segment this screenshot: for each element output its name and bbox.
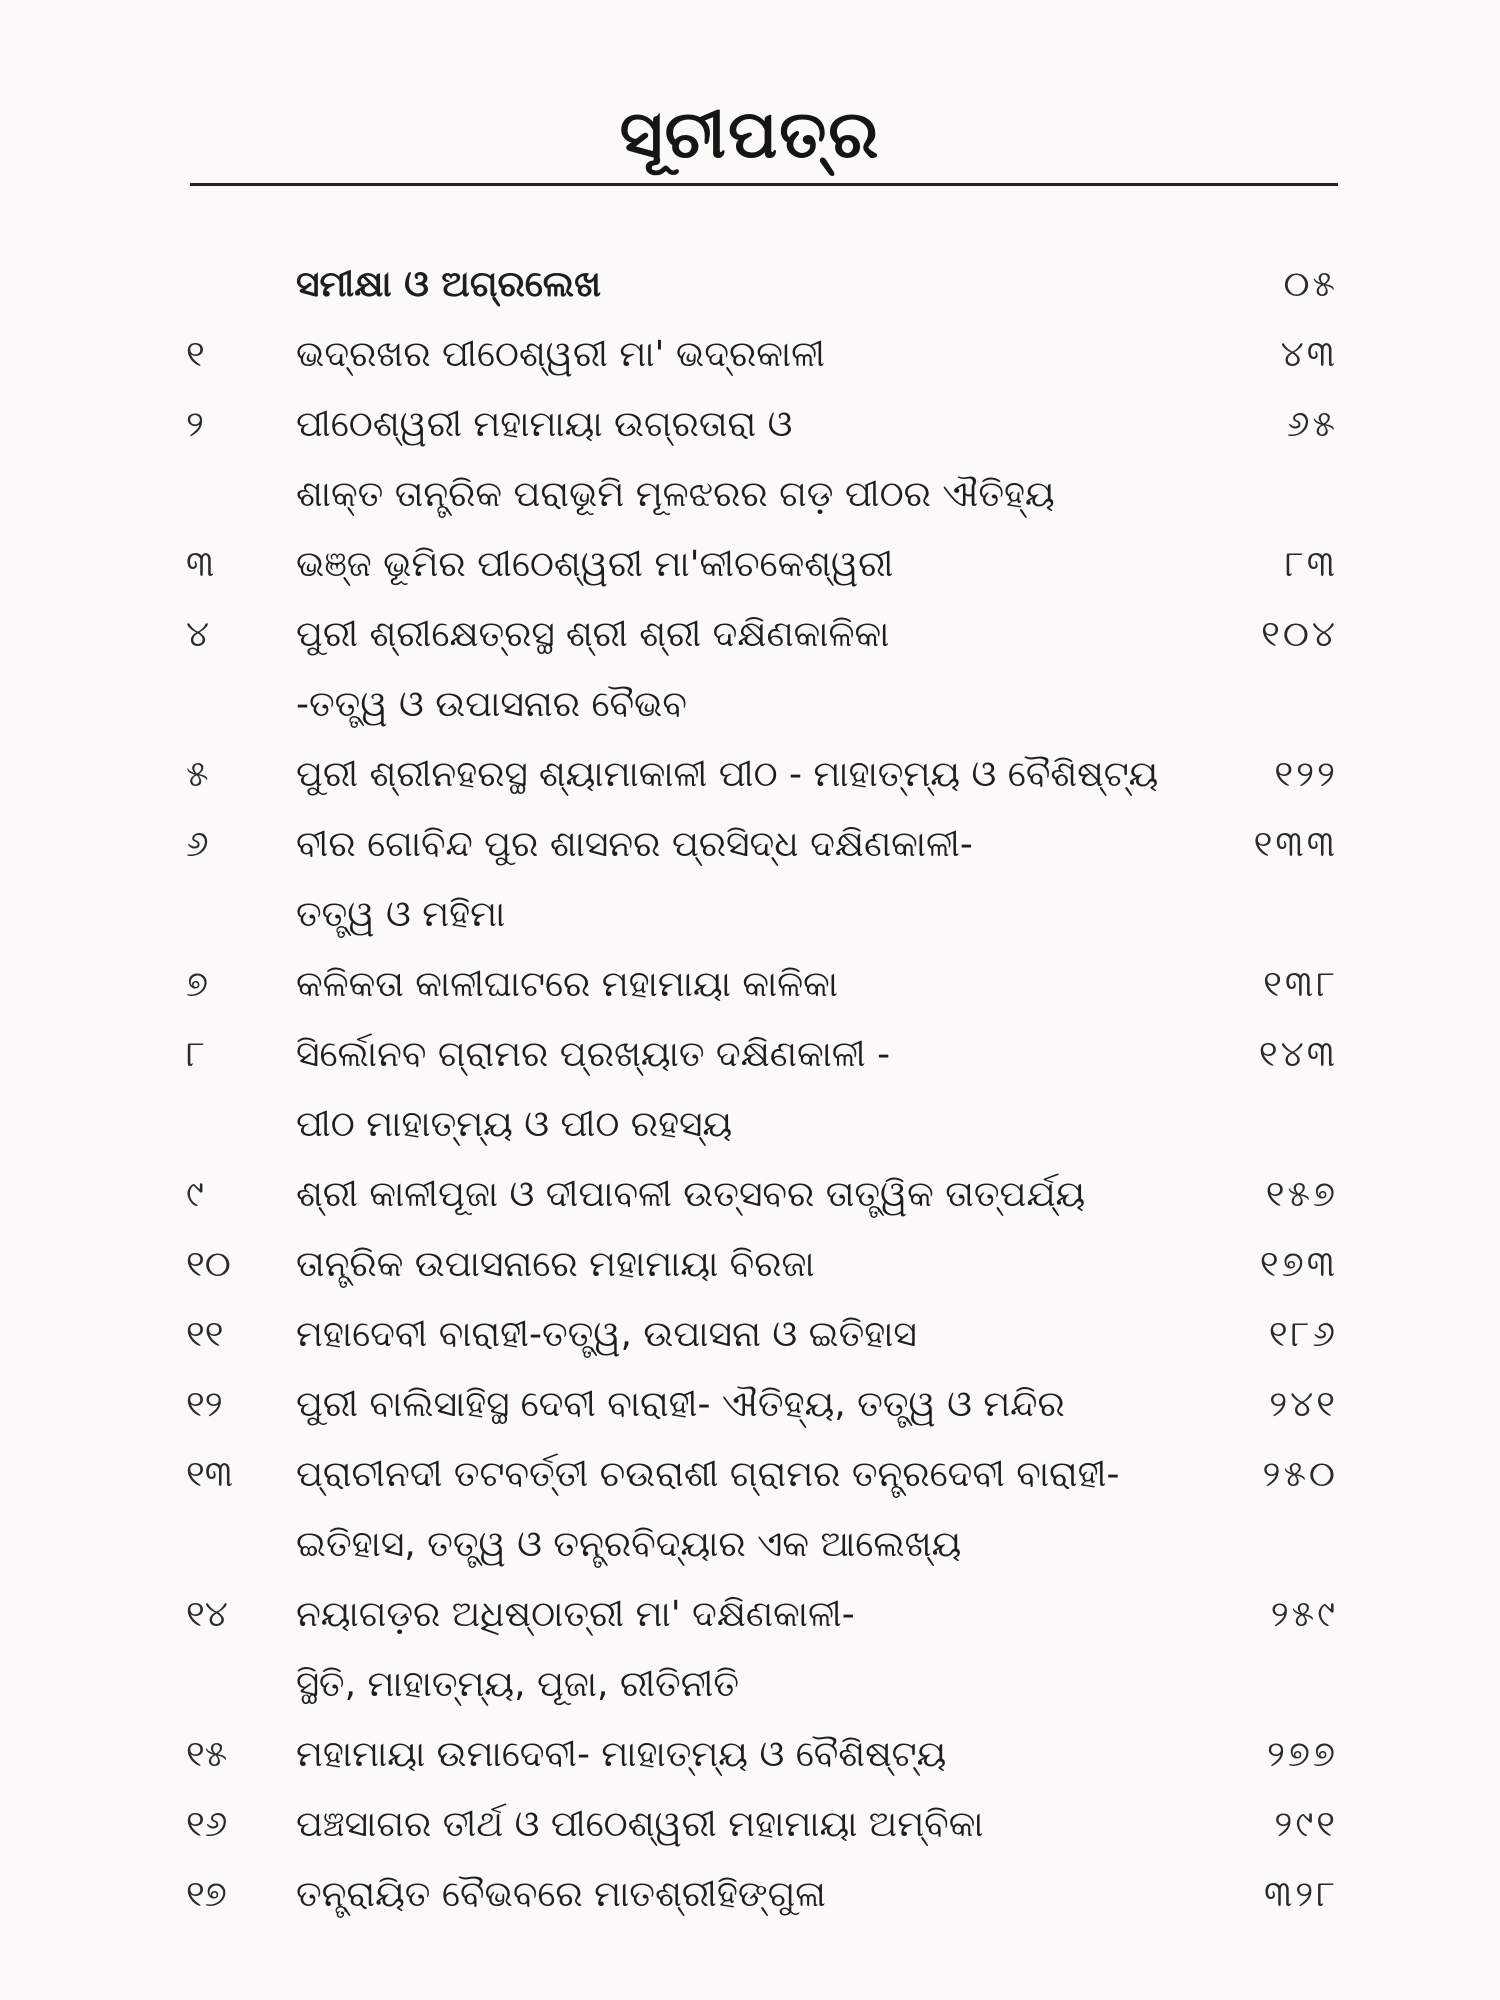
toc-entry-number: ୧୪ [186,1594,228,1635]
toc-entry-page: ୧୮୬ [1268,1314,1338,1355]
toc-entry-number: ୮ [186,1034,205,1075]
toc-entry-number: ୨ [186,404,204,445]
toc-entry-title-continuation: ଇତିହାସ, ତତ୍ତ୍ୱ ଓ ତନ୍ତ୍ରବିଦ୍ୟାର ଏକ ଆଲେଖ୍ୟ [296,1524,962,1565]
toc-entry-title-continuation: ପୀଠ ମାହାତ୍ମ୍ୟ ଓ ପୀଠ ରହସ୍ୟ [296,1104,733,1145]
toc-entry-number: ୧୫ [186,1734,228,1775]
toc-entry-number: ୩ [186,544,215,585]
toc-entry [0,815,1500,935]
toc-entry-number: ୬ [186,824,209,865]
toc-entry-page: ୧୩୩ [1253,824,1338,865]
toc-entry-title [296,1235,1196,1305]
toc-entry [0,1235,1500,1295]
toc-entry-number: ୧୦ [186,1244,231,1285]
toc-entry-page: ୨୪୧ [1269,1384,1338,1425]
toc-entry [0,1865,1500,1925]
toc-entry-page: ୬୫ [1286,404,1338,445]
toc-entry-title [296,1025,1196,1165]
toc-entry [0,1165,1500,1225]
toc-entry-page: ୧୪୩ [1258,1034,1338,1075]
toc-entry [0,605,1500,725]
toc-entry-title [296,325,1196,395]
toc-entry-title [296,815,1196,955]
title-underline [190,183,1338,186]
toc-entry-title [296,1795,1196,1865]
toc-entry-title [296,1305,1196,1375]
toc-entry-page: ୨୭୭ [1267,1734,1338,1775]
toc-entry [0,745,1500,805]
toc-entry [0,325,1500,385]
toc-entry [0,1795,1500,1855]
toc-entry [0,1375,1500,1435]
toc-entry-title [296,395,1196,535]
toc-entry-title-line: ପୁରୀ ଶ୍ରୀନହରସ୍ଥ ଶ୍ୟାମାକାଳୀ ପୀଠ - ମାହାତ୍ମ୍ୟ ଓ ବୈଶିଷ୍ଟ୍ୟ [296,754,1159,795]
toc-entry-title-line: ଭଞ୍ଜ ଭୂମିର ପୀଠେଶ୍ୱରୀ ମା'କୀଚକେଶ୍ୱରୀ [296,544,894,585]
toc-entry-number: ୧୨ [186,1384,223,1425]
toc-entry-title-line: ପଞ୍ଚସାଗର ତୀର୍ଥ ଓ ପୀଠେଶ୍ୱରୀ ମହାମାୟା ଅମ୍ବିକା [296,1804,984,1845]
toc-entry-number: ୭ [186,964,209,1005]
toc-entry-title [296,955,1196,1025]
toc-entry-title [296,535,1196,605]
toc-entry-title-line: ତନ୍ତ୍ରାୟିତ ବୈଭବରେ ମାତଶ୍ରୀହିଙ୍ଗୁଳା [296,1874,826,1915]
toc-entry-title-line: ମହାମାୟା ଉମାଦେବୀ- ମାହାତ୍ମ୍ୟ ଓ ବୈଶିଷ୍ଟ୍ୟ [296,1734,947,1775]
toc-heading-row [0,255,1500,315]
toc-entry-title-line: ଶ୍ରୀ କାଳୀପୂଜା ଓ ଦୀପାବଳୀ ଉତ୍ସବର ତାତ୍ତ୍ୱିକ ତାତ୍ପର୍ଯ୍ୟ [296,1174,1086,1215]
toc-entry-title-line: ଭଦ୍ରଖର ପୀଠେଶ୍ୱରୀ ମା' ଭଦ୍ରକାଳୀ [296,334,825,375]
toc-entry-title-continuation: ସ୍ଥିତି, ମାହାତ୍ମ୍ୟ, ପୂଜା, ରୀତିନୀତି [296,1664,740,1705]
toc-entry-title [296,1585,1196,1725]
toc-entry-title-line: ପୁରୀ ଶ୍ରୀକ୍ଷେତ୍ରସ୍ଥ ଶ୍ରୀ ଶ୍ରୀ ଦକ୍ଷିଣକାଳିକା [296,614,890,655]
toc-entry-title-continuation: ଶାକ୍ତ ତାନ୍ତ୍ରିକ ପରାଭୂମି ମୂଳଝରର ଗଡ଼ ପୀଠର ଐତିହ୍ୟ [296,474,1055,515]
toc-entry-page: ୧୩୮ [1263,964,1338,1005]
toc-entry [0,395,1500,515]
toc-entry-number: ୧ [186,334,205,375]
toc-entry-title [296,1165,1196,1235]
toc-entry-title-line: କଳିକତା କାଳୀଘାଟରେ ମହାମାୟା କାଳିକା [296,964,838,1005]
toc-entry-number: ୪ [186,614,210,655]
toc-entry-page: ୧୨୨ [1274,754,1338,795]
toc-entry [0,535,1500,595]
toc-entry-page: ୨୫୦ [1262,1454,1338,1495]
toc-entry-title [296,1865,1196,1935]
toc-entry-title-continuation: -ତତ୍ତ୍ୱ ଓ ଉପାସନାର ବୈଭବ [296,684,687,725]
toc-entry-title [296,605,1196,745]
toc-entry [0,1725,1500,1785]
toc-entry-page: ୨୫୯ [1270,1594,1338,1635]
toc-entry-page: ୧୦୪ [1261,614,1338,655]
toc-entry-number: ୧୩ [186,1454,234,1495]
toc-entry [0,1585,1500,1705]
toc-entry-title-line: ପୀଠେଶ୍ୱରୀ ମହାମାୟା ଉଗ୍ରତାରା ଓ [296,404,793,445]
toc-entry-page: ୮୩ [1284,544,1338,585]
toc-entry [0,955,1500,1015]
toc-heading-title: ସମୀକ୍ଷା ଓ ଅଗ୍ରଲେଖ [296,264,602,305]
toc-entry-title-line: ବୀର ଗୋବିନ୍ଦ ପୁର ଶାସନର ପ୍ରସିଦ୍ଧ ଦକ୍ଷିଣକାଳୀ- [296,824,973,865]
toc-entry-title [296,1725,1196,1795]
toc-entry-number: ୧୧ [186,1314,224,1355]
toc-entry [0,1305,1500,1365]
toc-entry-number: ୧୭ [186,1874,227,1915]
toc-heading-page: ୦୫ [1283,264,1338,305]
toc-entry-page: ୧୭୩ [1259,1244,1338,1285]
toc-entry-page: ୨୯୧ [1274,1804,1338,1845]
toc-entry-number: ୫ [186,754,209,795]
toc-entry-page: ୪୩ [1280,334,1338,375]
toc-entry-title [296,1445,1196,1585]
toc-entry-title [296,745,1196,815]
toc-entry-title-line: ନୟାଗଡ଼ର ଅଧିଷ୍ଠାତ୍ରୀ ମା' ଦକ୍ଷିଣକାଳୀ- [296,1594,855,1635]
toc-entry-title-line: ମହାଦେବୀ ବାରାହୀ-ତତ୍ତ୍ୱ, ଉପାସନା ଓ ଇତିହାସ [296,1314,917,1355]
toc-entry-page: ୩୨୮ [1263,1874,1338,1915]
toc-entry [0,1445,1500,1565]
toc-entry-title-line: ପୁରୀ ବାଲିସାହିସ୍ଥ ଦେବୀ ବାରାହୀ- ଐତିହ୍ୟ, ତତ୍ତ୍ୱ ଓ ମନ୍ଦିର [296,1384,1065,1425]
toc-entry-number: ୯ [186,1174,204,1215]
toc-entry-title [296,1375,1196,1445]
page-title: ସୂଚୀପତ୍ର [619,96,881,173]
toc-entry-title-line: ତାନ୍ତ୍ରିକ ଉପାସନାରେ ମହାମାୟା ବିରଜା [296,1244,815,1285]
toc-entry-title-continuation: ତତ୍ତ୍ୱ ଓ ମହିମା [296,894,506,935]
toc-entry-page: ୧୫୭ [1265,1174,1338,1215]
toc-entry-number: ୧୬ [186,1804,228,1845]
toc-entry-title-line: ସିର୍ଲୋନବ ଗ୍ରାମର ପ୍ରଖ୍ୟାତ ଦକ୍ଷିଣକାଳୀ - [296,1034,891,1075]
toc-entry [0,1025,1500,1145]
toc-entry-title-line: ପ୍ରାଚୀନଦୀ ତଟବର୍ତ୍ତୀ ଚଉରାଶୀ ଗ୍ରାମର ତନ୍ତ୍ରଦେବୀ ବାରାହୀ- [296,1454,1120,1495]
